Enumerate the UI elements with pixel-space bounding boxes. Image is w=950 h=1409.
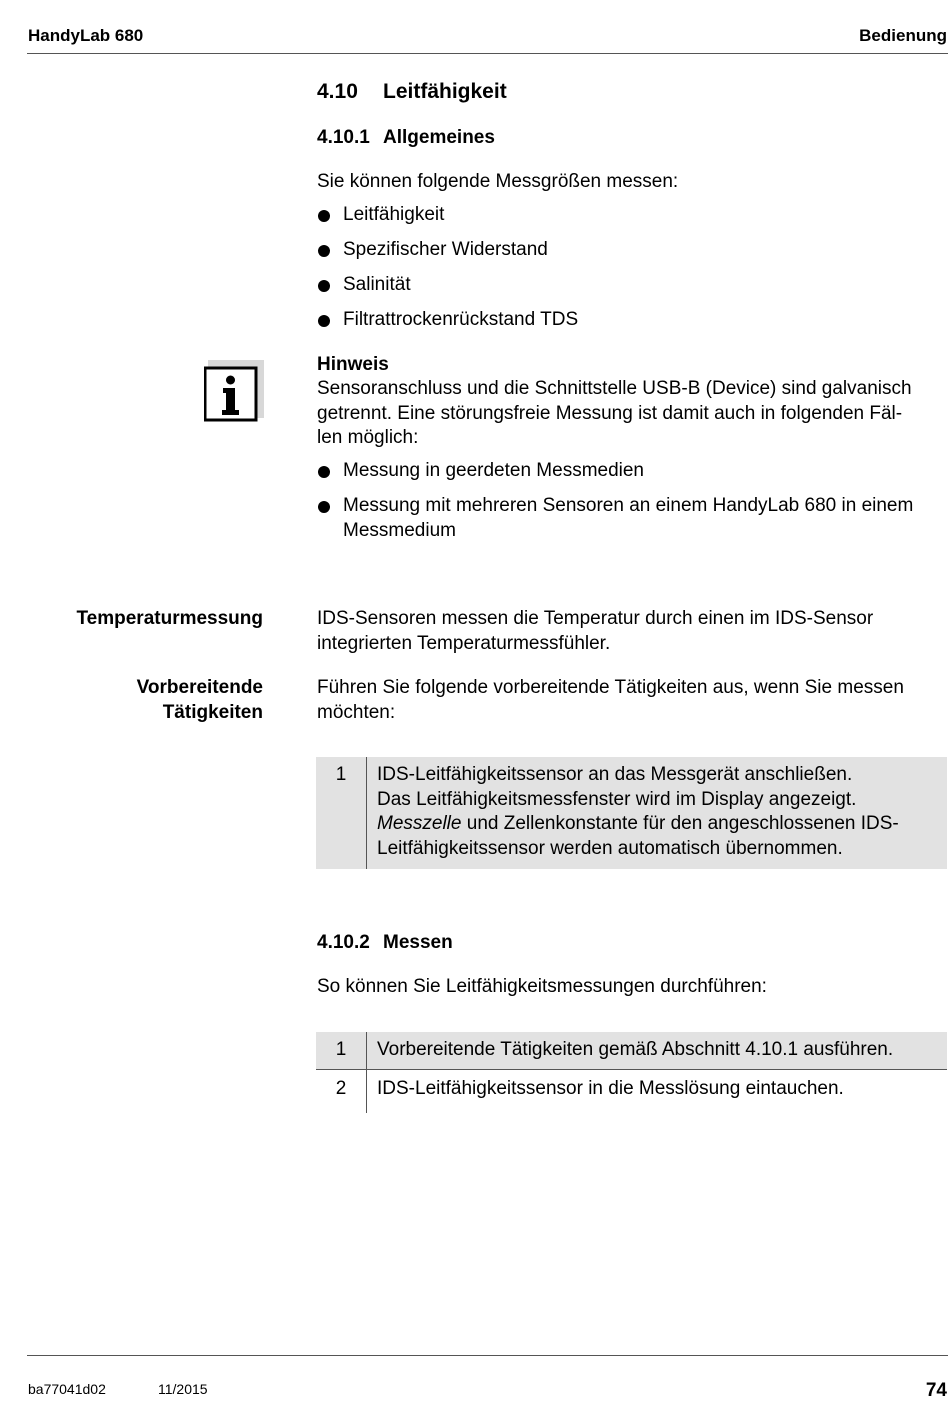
preparation-steps-table <box>316 757 947 869</box>
note-text: Sensoranschluss und die Schnittstelle USB-B (Device) sind galvanisch getrennt. Eine störungsfreie Messung ist damit auch in folgenden Fäl- len möglich: <box>317 378 912 448</box>
header-section: Bedienung <box>859 26 947 45</box>
table-row <box>316 757 947 869</box>
list-item: Spezifischer Widerstand <box>317 238 947 263</box>
step-text: IDS-Leitfähigkeitssensor in die Messlösung eintauchen. <box>367 1069 948 1113</box>
measure-intro: So können Sie Leitfähigkeitsmessungen durchführen: <box>317 976 767 997</box>
footer-doc-id: ba77041d02 <box>28 1381 106 1397</box>
section-number: 4.10 <box>317 80 358 103</box>
temperature-text: IDS-Sensoren messen die Temperatur durch einen im IDS-Sensor integrierten Temperaturmessfühler. <box>317 608 874 654</box>
step-number: 2 <box>316 1069 367 1113</box>
header-rule <box>27 53 948 54</box>
table-row <box>316 1032 947 1069</box>
note-list <box>317 459 947 554</box>
bullet-icon <box>318 501 330 513</box>
subsection-heading-general <box>317 127 495 149</box>
intro-text: Sie können folgende Messgrößen messen: <box>317 171 679 192</box>
subsection-number: 4.10.2 <box>317 932 370 953</box>
bullet-icon <box>318 466 330 478</box>
preparation-text: Führen Sie folgende vorbereitende Tätigkeiten aus, wenn Sie messen möchten: <box>317 677 904 723</box>
subsection-heading-measure <box>317 932 453 954</box>
footer-date: 11/2015 <box>158 1381 208 1397</box>
header-product: HandyLab 680 <box>28 26 144 45</box>
note-title: Hinweis <box>317 354 389 375</box>
step-text: Vorbereitende Tätigkeiten gemäß Abschnitt 4.10.1 ausführen. <box>367 1032 948 1069</box>
step-number: 1 <box>316 757 367 869</box>
subsection-title: Allgemeines <box>383 127 495 148</box>
bullet-icon <box>318 210 330 222</box>
list-item: Leitfähigkeit <box>317 203 947 228</box>
list-item: Salinität <box>317 273 947 298</box>
info-icon <box>204 360 264 422</box>
step-text: IDS-Leitfähigkeitssensor an das Messgerät anschließen. Das Leitfähigkeitsmessfenster wird im Display angezeigt. Messzelle und Zellenkonstante für den angeschlossenen IDS-Leitfähigkeitssensor werden automatisch übernommen. <box>367 757 948 869</box>
section-title: Leitfähigkeit <box>383 80 507 103</box>
bullet-icon <box>318 280 330 292</box>
measure-steps-table <box>316 1032 947 1113</box>
step-number: 1 <box>316 1032 367 1069</box>
table-row <box>316 1069 947 1113</box>
footer-rule <box>27 1355 948 1356</box>
margin-label-temperature: Temperaturmessung <box>76 608 263 629</box>
bullet-icon <box>318 245 330 257</box>
page-number: 74 <box>925 1380 947 1401</box>
section-heading <box>317 80 507 104</box>
subsection-number: 4.10.1 <box>317 127 370 148</box>
list-item: Filtrattrockenrückstand TDS <box>317 308 947 333</box>
bullet-icon <box>318 315 330 327</box>
margin-label-preparation: Vorbereitende Tätigkeiten <box>136 677 263 723</box>
list-item: Messung in geerdeten Messmedien <box>317 459 947 484</box>
measurand-list <box>317 203 947 343</box>
subsection-title: Messen <box>383 932 453 953</box>
list-item: Messung mit mehreren Sensoren an einem HandyLab 680 in einem Messmedium <box>317 494 943 543</box>
